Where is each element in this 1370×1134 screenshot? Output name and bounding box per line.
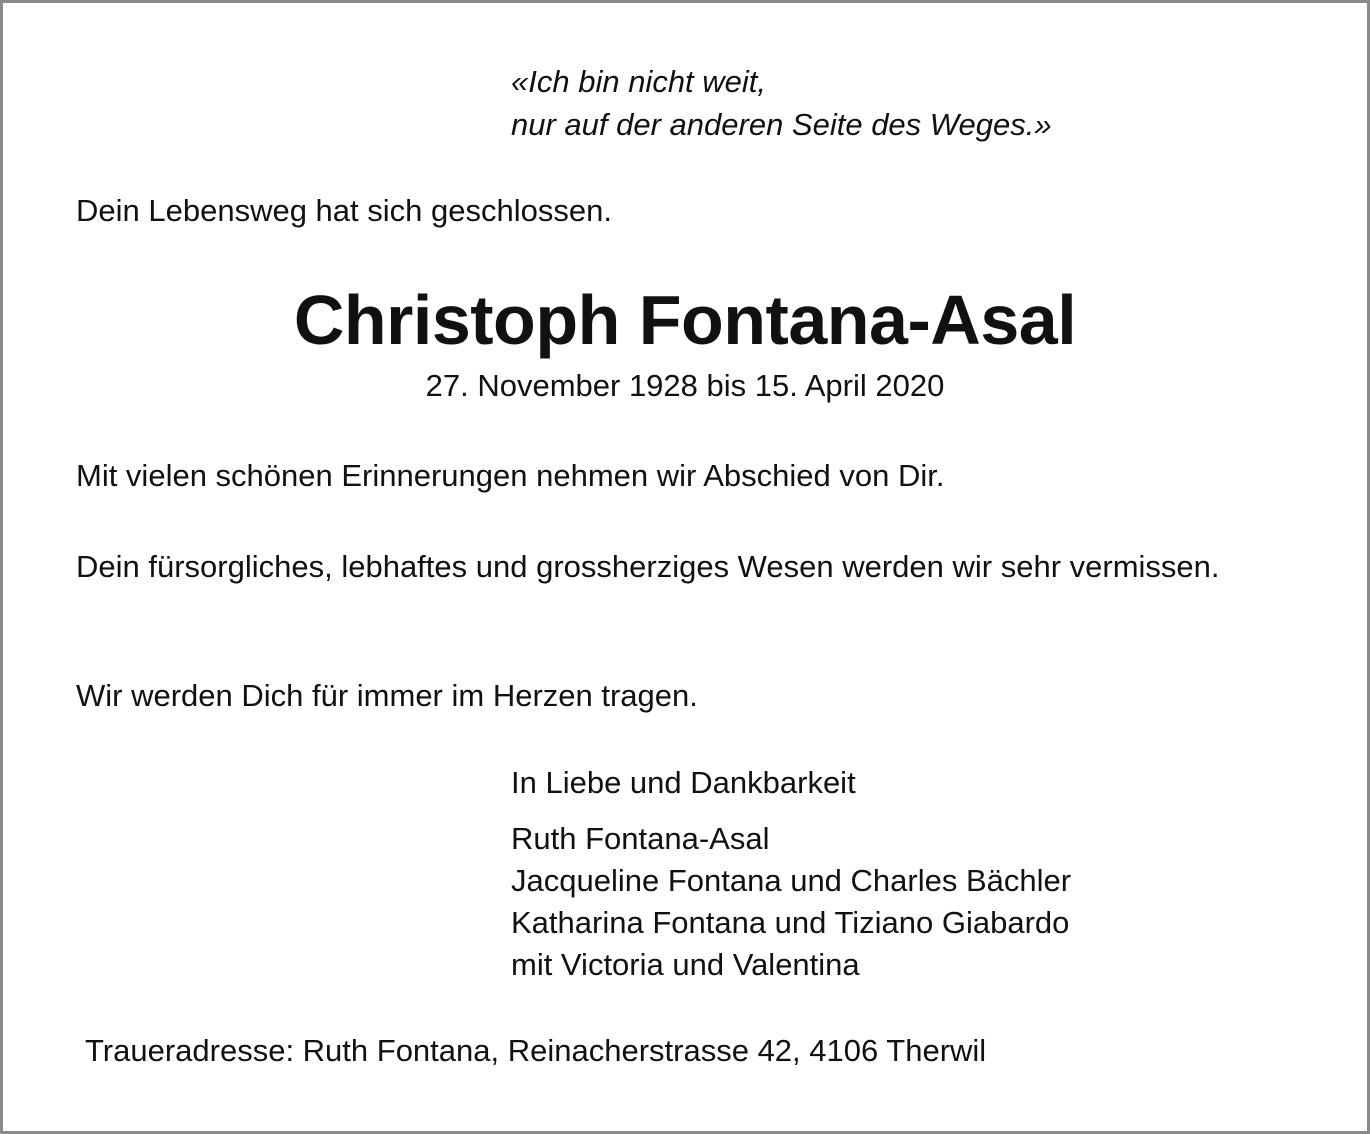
character-text: Dein fürsorgliches, lebhaftes und grossherziges Wesen werden wir sehr vermissen. bbox=[76, 549, 1220, 584]
quote-line-1: «Ich bin nicht weit, bbox=[511, 64, 767, 99]
farewell-text: Mit vielen schönen Erinnerungen nehmen wir Abschied von Dir. bbox=[76, 458, 945, 493]
remembrance-text: Wir werden Dich für immer im Herzen tragen. bbox=[76, 678, 698, 713]
signer-line: Katharina Fontana und Tiziano Giabardo bbox=[511, 905, 1070, 940]
closing-text: In Liebe und Dankbarkeit bbox=[511, 765, 856, 800]
mourning-address: Traueradresse: Ruth Fontana, Reinacherstrasse 42, 4106 Therwil bbox=[85, 1033, 987, 1068]
signer-line: Jacqueline Fontana und Charles Bächler bbox=[511, 863, 1072, 898]
opening-quote bbox=[511, 60, 1052, 146]
signer-line: Ruth Fontana-Asal bbox=[511, 821, 770, 856]
intro-text: Dein Lebensweg hat sich geschlossen. bbox=[76, 193, 612, 228]
signer-line: mit Victoria und Valentina bbox=[511, 947, 860, 982]
life-dates: 27. November 1928 bis 15. April 2020 bbox=[425, 368, 945, 403]
signers-list bbox=[511, 818, 1071, 986]
quote-line-2: nur auf der anderen Seite des Weges.» bbox=[511, 107, 1052, 142]
deceased-name: Christoph Fontana-Asal bbox=[293, 281, 1077, 359]
